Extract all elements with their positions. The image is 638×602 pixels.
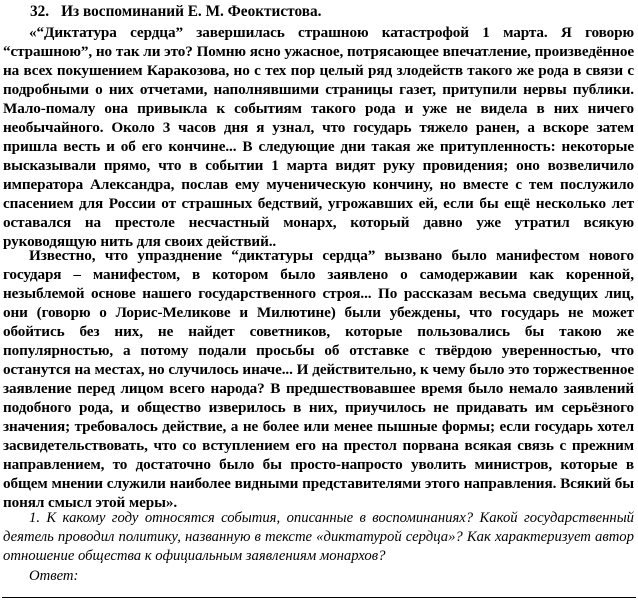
memoir-paragraph-1: «“Диктатура сердца” завершилась страшною катастрофой 1 марта. Я говорю “страшною”, но так ли это? Помню ясно ужасное, потрясающее впечатление, произведённое на всех покушением Каракозова, но с тех пор целый ряд злодейств такого же рода в связи с подробными о них отчетами, наполнявшими страницы газет, притупили нервы публики. Мало-помалу она привыкла к событиям такого рода и уже не видела в них ничего необычайного. Около 3 часов дня я узнал, что государь тяжело ранен, а вскоре затем пришла весть и об его кончине... В следующие дни такая же притупленность: некоторые высказывали прямо, что в событии 1 марта видят руку провидения; оно возвеличило императора Александра, послав ему мученическую кончину, но вместе с тем послужило спасением для России от страшных бедствий, угрожавших ей, если бы ещё несколько лет оставался на престоле несчастный монарх, который давно уже утратил всякую руководящую нить для своих действий.. xyxy=(3,24,634,250)
answer-line xyxy=(2,597,636,598)
source-number: 32. xyxy=(30,3,50,20)
answer-label: Ответ: xyxy=(29,568,79,584)
memoir-paragraph-2: Известно, что упразднение “диктатуры сердца” вызвано было манифестом нового государя – манифестом, в котором было заявлено о самодержавии как коренной, незыблемой основе нашего государственного строя... По рассказам весьма сведущих лиц, они (говорю о Лорис-Меликове и Милютине) были убеждены, что государь не может обойтись без них, не найдет советников, которые пользовались бы такою же популярностью, а потому подали просьбы об отставке с твёрдою уверенностью, что останутся на местах, но случилось иначе... И действительно, к чему было это торжественное заявление перед лицом всего народа? В предшествовавшее время было немало заявлений подобного рода, и общество изверилось в них, приучилось не придавать им серьёзного значения; требовалось действие, а не более или менее пышные формы; если государь хотел засвидетельствовать, что со вступлением его на престол порвана всякая связь с прежним направлением, то достаточно было бы просто-напросто уволить министров, которые в общем мнении служили наиболее видными представителями этого направления. Всякий бы понял смысл этой меры». xyxy=(3,247,634,511)
question-text: 1. К какому году относятся события, описанные в воспоминаниях? Какой государственный деятель проводил политику, названную в тексте «диктатурой сердца»? Как характеризует автор отношение общества к официальным заявлениям монархов? xyxy=(3,510,634,564)
source-heading xyxy=(30,2,321,21)
source-title: Из воспоминаний Е. М. Феоктистова. xyxy=(61,3,322,20)
